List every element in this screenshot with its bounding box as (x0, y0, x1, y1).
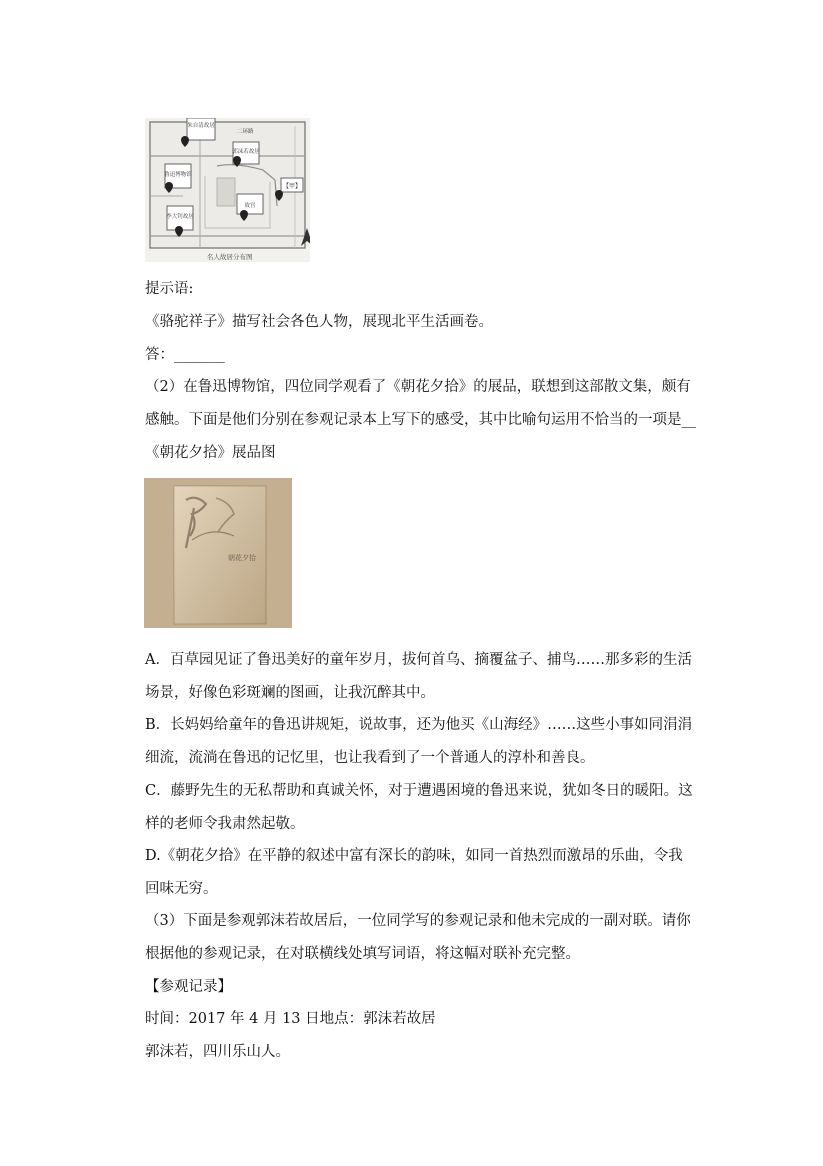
question-3-line-1: （3）下面是参观郭沫若故居后，一位同学写的参观记录和他未完成的一副对联。请你 (145, 913, 691, 929)
hint-text: 《骆驼祥子》描写社会各色人物，展现北平生活画卷。 (145, 314, 493, 330)
map-label-guo: 郭沫若故居 (232, 149, 260, 155)
option-d-line-1: D.《朝花夕拾》在平静的叙述中富有深长的韵味，如同一首热烈而激昂的乐曲，令我 (145, 848, 683, 864)
exhibit-caption: 《朝花夕拾》展品图 (145, 445, 276, 461)
question-2-line-1: （2）在鲁迅博物馆，四位同学观看了《朝花夕拾》的展品，联想到这部散文集，颇有 (145, 379, 691, 395)
question-2-line-2: 感触。下面是他们分别在参观记录本上写下的感受，其中比喻句运用不恰当的一项是__ (145, 412, 696, 428)
map-label-zhu: 朱自清故居 (187, 123, 215, 129)
record-time: 时间：2017 年 4 月 13 日地点：郭沫若故居 (145, 1011, 436, 1027)
map-label-lu: 鲁迅博物馆 (164, 172, 192, 178)
option-d-line-2: 回味无穷。 (145, 881, 218, 897)
answer-line: 答：_______ (145, 347, 225, 363)
book-cover-title: 朝花夕拾 (228, 554, 256, 562)
option-b-line-2: 细流，流淌在鲁迅的记忆里，也让我看到了一个普通人的淳朴和善良。 (145, 750, 595, 766)
celebrity-residence-map (145, 118, 310, 262)
option-a-line-2: 场景，好像色彩斑斓的图画，让我沉醉其中。 (145, 685, 435, 701)
question-3-line-2: 根据他的参观记录，在对联横线处填写词语，将这幅对联补充完整。 (145, 946, 580, 962)
option-c-line-2: 样的老师令我肃然起敬。 (145, 816, 305, 832)
map-label-jia: 【甲】 (282, 183, 302, 190)
map-caption: 名人故居分布图 (207, 253, 253, 261)
map-label-palace: 故宫 (244, 203, 256, 209)
option-c-line-1: C．藤野先生的无私帮助和真诚关怀，对于遭遇困境的鲁迅来说，犹如冬日的暖阳。这 (145, 783, 693, 799)
option-a-line-1: A．百草园见证了鲁迅美好的童年岁月，拔何首乌、摘覆盆子、捕鸟……那多彩的生活 (145, 652, 692, 668)
map-label-ring-road: 二环路 (237, 129, 254, 135)
record-header: 【参观记录】 (145, 979, 232, 995)
hint-label: 提示语: (145, 281, 194, 297)
option-b-line-1: B．长妈妈给童年的鲁迅讲规矩，说故事，还为他买《山海经》……这些小事如同涓涓 (145, 717, 693, 733)
record-person: 郭沫若，四川乐山人。 (145, 1044, 290, 1060)
map-label-li: 李大钊故居 (166, 214, 194, 220)
book-exhibit-photo (144, 478, 292, 628)
